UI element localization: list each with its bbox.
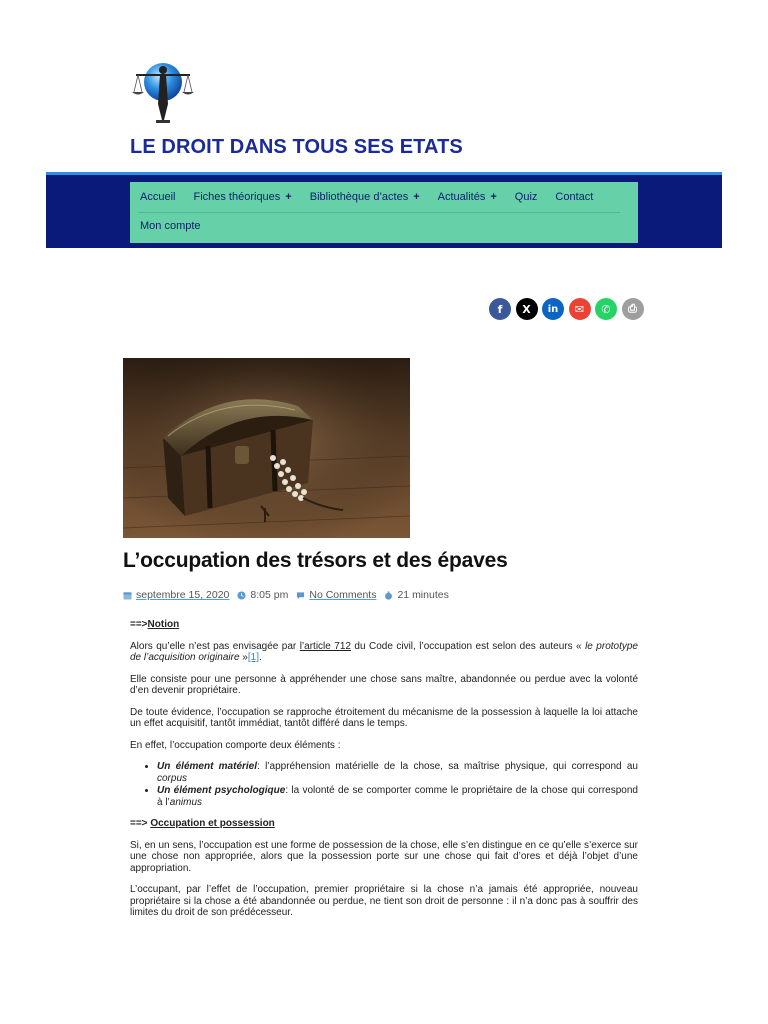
nav-item-mon-compte[interactable]: Mon compte <box>140 220 201 232</box>
main-navigation-bar <box>46 172 722 248</box>
nav-menu <box>130 182 638 243</box>
nav-label: Bibliothèque d’actes <box>309 191 409 203</box>
whatsapp-icon[interactable]: ✆ <box>595 298 617 320</box>
section-arrow: ==> <box>130 619 148 630</box>
nav-label: Fiches théoriques <box>193 191 281 203</box>
x-icon[interactable]: X <box>516 298 538 320</box>
expand-plus-icon[interactable]: + <box>490 191 497 203</box>
email-icon[interactable]: ✉ <box>569 298 591 320</box>
paragraph: L’occupant, par l’effet de l’occupation, premier propriétaire si la chose n’a jamais été appropriée, nouveau propriétaire si la chose a été abandonnée ou perdue, ne tient son droit de personne : il n’a donc pas à souffrir des limites du droit de son prédécesseur. <box>130 884 638 918</box>
nav-item-bibliotheque-actes[interactable] <box>300 191 428 203</box>
facebook-icon[interactable]: f <box>489 298 511 320</box>
list-item: • Un élément psychologique: la volonté de se comporter comme le propriétaire de la chose qui correspond à l’animus <box>157 785 638 808</box>
nav-item-quiz[interactable] <box>505 191 546 203</box>
nav-divider <box>138 212 620 213</box>
site-title[interactable]: LE DROIT DANS TOUS SES ETATS <box>130 136 463 158</box>
treasure-chest-image <box>123 358 410 538</box>
article-712-link[interactable]: l’article 712 <box>299 640 351 652</box>
nav-label: Quiz <box>514 191 538 203</box>
clock-icon <box>237 591 246 600</box>
nav-label: Accueil <box>140 191 176 203</box>
paragraph: De toute évidence, l’occupation se rapproche étroitement du mécanisme de la possession à laquelle la loi attache un effet acquisitif, tantôt immédiat, tantôt différé dans le temps. <box>130 706 638 729</box>
paragraph: Elle consiste pour une personne à appréhender une chose sans maître, abandonnée ou perdue avec la volonté d’en devenir propriétaire. <box>130 673 638 696</box>
paragraph: En effet, l’occupation comporte deux éléments : <box>130 739 341 751</box>
expand-plus-icon[interactable]: + <box>413 191 420 203</box>
comments-link[interactable]: No Comments <box>309 589 377 601</box>
paragraph: Si, en un sens, l’occupation est une forme de possession de la chose, elle s’en distingue en ce qu’elle s’exerce sur une chose non appropriée, alors que la possession porte sur une chose qui fait d’ores et déjà l’objet d’une appropriation. <box>130 839 638 874</box>
stopwatch-icon <box>384 591 393 600</box>
post-time: 8:05 pm <box>250 589 289 601</box>
paragraph: Alors qu’elle n’est pas envisagée par l’article 712 du Code civil, l’occupation est selon des auteurs « le prototype de l’acquisition originaire »[1]. <box>130 640 638 663</box>
share-buttons <box>489 298 644 320</box>
nav-item-actualites[interactable] <box>428 191 505 203</box>
section-heading-notion: Notion <box>147 619 180 630</box>
nav-label: Actualités <box>437 191 486 203</box>
comment-icon <box>296 591 305 600</box>
justice-scales-logo-icon[interactable] <box>130 60 196 126</box>
section-heading-occupation-possession: Occupation et possession <box>150 818 275 829</box>
article-meta <box>123 588 457 602</box>
calendar-icon <box>123 591 132 600</box>
nav-item-accueil[interactable] <box>130 191 183 203</box>
elements-list <box>130 761 638 808</box>
nav-item-contact[interactable] <box>545 191 601 203</box>
print-icon[interactable]: ⎙ <box>622 298 644 320</box>
section-arrow: ==> <box>130 818 151 829</box>
article-title: L’occupation des trésors et des épaves <box>123 549 508 572</box>
nav-label: Contact <box>555 191 594 203</box>
footnote-ref-1[interactable]: [1] <box>247 652 259 663</box>
article-content <box>130 619 638 929</box>
reading-time: 21 minutes <box>397 589 449 601</box>
expand-plus-icon[interactable]: + <box>285 191 292 203</box>
nav-item-fiches-theoriques[interactable] <box>183 191 299 203</box>
linkedin-icon[interactable]: in <box>542 298 564 320</box>
post-date-link[interactable]: septembre 15, 2020 <box>136 589 230 601</box>
list-item: • Un élément matériel: l’appréhension matérielle de la chose, sa maîtrise physique, qui correspond au corpus <box>157 761 638 784</box>
